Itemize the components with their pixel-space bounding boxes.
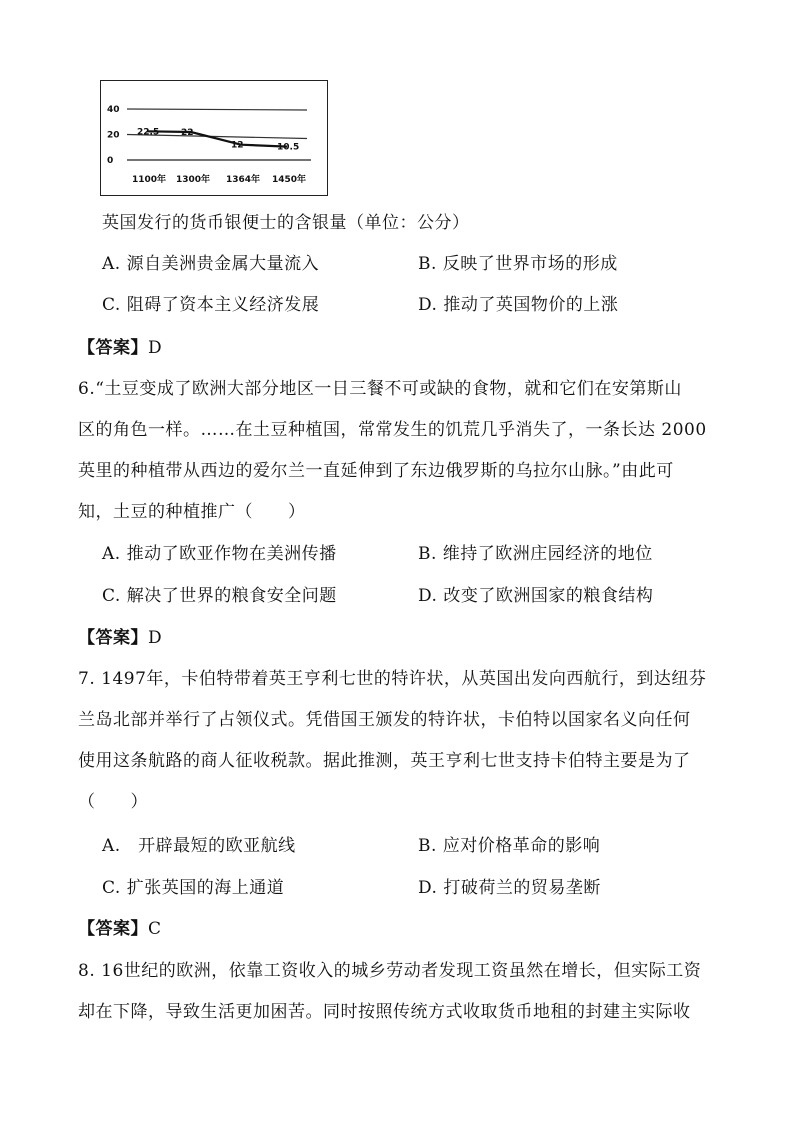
q7-answer [78,918,162,940]
x-tick-label: 1364年 [226,175,261,185]
q6-answer [78,627,162,649]
y-tick-label: 0 [107,156,114,166]
q7-line-1: 7. 1497年，卡伯特带着英王亨利七世的特许状，从英国出发向西航行，到达纽芬 [78,669,707,689]
q7-line-3: 使用这条航路的商人征收税款。据此推测，英王亨利七世支持卡伯特主要是为了 [78,751,691,771]
data-label: 22.5 [137,127,160,138]
q6-option-c: C. 解决了世界的粮食安全问题 [102,586,337,606]
answer-label: 【答案】 [78,628,148,648]
q6-option-b: B. 维持了欧洲庄园经济的地位 [418,544,653,564]
x-tick-label: 1450年 [272,175,307,185]
q8-line-1: 8. 16世纪的欧洲，依靠工资收入的城乡劳动者发现工资虽然在增长，但实际工资 [78,961,702,981]
q7-option-c: C. 扩张英国的海上通道 [102,878,285,898]
q7-option-b: B. 应对价格革命的影响 [418,836,601,856]
q6-line-3: 英里的种植带从西边的爱尔兰一直延伸到了东边俄罗斯的乌拉尔山脉。”由此可 [78,461,674,481]
q7-option-d: D. 打破荷兰的贸易垄断 [418,878,601,898]
x-tick-label: 1100年 [132,175,167,185]
q8-line-2: 却在下降，导致生活更加困苦。同时按照传统方式收取货币地租的封建主实际收 [78,1002,691,1022]
answer-value: D [148,628,163,648]
y-tick-label: 40 [107,105,120,115]
series-line [147,131,287,146]
q5-option-d: D. 推动了英国物价的上涨 [418,295,619,315]
q5-answer [78,337,162,359]
x-tick-label: 1300年 [176,175,211,185]
q6-line-1: 6.“土豆变成了欧洲大部分地区一日三餐不可或缺的食物，就和它们在安第斯山 [78,379,682,399]
q6-line-4: 知，土豆的种植推广（ ） [78,502,306,522]
q5-option-b: B. 反映了世界市场的形成 [418,254,618,274]
chart-svg [101,81,329,197]
answer-value: C [148,919,162,939]
q5-option-a: A. 源自美洲贵金属大量流入 [102,254,320,274]
chart-caption: 英国发行的货币银便士的含银量（单位：公分） [102,213,470,233]
data-label: 10.5 [277,142,300,153]
answer-label: 【答案】 [78,338,148,358]
q7-line-2: 兰岛北部并举行了占领仪式。凭借国王颁发的特许状，卡伯特以国家名义向任何 [78,710,691,730]
q5-option-c: C. 阻碍了资本主义经济发展 [102,295,320,315]
q6-line-2: 区的角色一样。……在土豆种植国，常常发生的饥荒几乎消失了，一条长达 2000 [78,420,707,440]
silver-content-chart [100,80,328,196]
q6-option-d: D. 改变了欧洲国家的粮食结构 [418,586,654,606]
answer-value: D [148,338,163,358]
answer-label: 【答案】 [78,919,148,939]
q6-option-a: A. 推动了欧亚作物在美洲传播 [102,544,337,564]
q7-option-a: A. 开辟最短的欧亚航线 [102,836,296,856]
q7-line-4: （ ） [78,792,148,812]
reference-line-40 [127,109,307,110]
y-tick-label: 20 [107,130,120,141]
data-label: 22 [181,127,194,138]
data-label: 12 [231,140,244,151]
